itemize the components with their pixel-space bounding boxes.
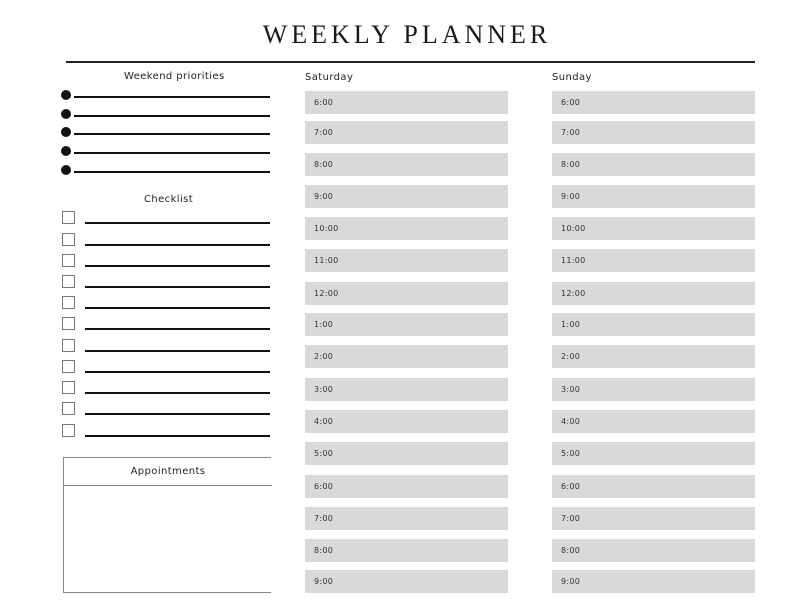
checklist-checkbox[interactable]	[62, 424, 75, 437]
time-label: 10:00	[314, 224, 339, 233]
checklist-checkbox[interactable]	[62, 296, 75, 309]
checklist-line[interactable]	[85, 413, 270, 415]
time-slot[interactable]	[552, 249, 755, 272]
title-divider	[66, 61, 755, 63]
checklist-heading: Checklist	[144, 194, 194, 205]
bullet-dot	[61, 127, 71, 137]
time-label: 6:00	[561, 98, 581, 107]
checklist-checkbox[interactable]	[62, 381, 75, 394]
time-slot[interactable]	[305, 313, 508, 336]
time-label: 2:00	[314, 352, 334, 361]
time-slot[interactable]	[552, 475, 755, 498]
time-slot[interactable]	[552, 410, 755, 433]
time-label: 9:00	[314, 577, 334, 586]
bullet-dot	[61, 165, 71, 175]
time-slot[interactable]	[552, 121, 755, 144]
time-label: 7:00	[561, 128, 581, 137]
time-slot[interactable]	[552, 217, 755, 240]
time-label: 8:00	[561, 546, 581, 555]
time-label: 3:00	[314, 385, 334, 394]
time-label: 6:00	[561, 482, 581, 491]
time-label: 9:00	[561, 577, 581, 586]
priorities-heading: Weekend priorities	[124, 71, 225, 82]
time-slot[interactable]	[552, 507, 755, 530]
checklist-checkbox[interactable]	[62, 317, 75, 330]
time-slot[interactable]	[305, 378, 508, 401]
time-slot[interactable]	[305, 475, 508, 498]
time-slot[interactable]	[305, 91, 508, 114]
time-slot[interactable]	[305, 507, 508, 530]
checklist-checkbox[interactable]	[62, 275, 75, 288]
time-slot[interactable]	[305, 345, 508, 368]
time-slot[interactable]	[305, 217, 508, 240]
time-slot[interactable]	[552, 185, 755, 208]
time-label: 6:00	[314, 482, 334, 491]
time-label: 7:00	[561, 514, 581, 523]
time-slot[interactable]	[305, 249, 508, 272]
appointments-divider	[64, 485, 272, 486]
checklist-line[interactable]	[85, 328, 270, 330]
checklist-line[interactable]	[85, 286, 270, 288]
checklist-line[interactable]	[85, 307, 270, 309]
time-label: 9:00	[561, 192, 581, 201]
checklist-checkbox[interactable]	[62, 254, 75, 267]
day-heading: Saturday	[305, 72, 354, 83]
appointments-box[interactable]	[63, 457, 271, 593]
checklist-line[interactable]	[85, 244, 270, 246]
time-label: 2:00	[561, 352, 581, 361]
appointments-heading: Appointments	[130, 466, 206, 477]
time-label: 8:00	[314, 546, 334, 555]
time-slot[interactable]	[552, 539, 755, 562]
checklist-line[interactable]	[85, 435, 270, 437]
time-label: 8:00	[561, 160, 581, 169]
time-slot[interactable]	[305, 539, 508, 562]
time-label: 11:00	[314, 256, 339, 265]
priority-line[interactable]	[74, 171, 270, 173]
time-label: 12:00	[314, 289, 339, 298]
bullet-dot	[61, 109, 71, 119]
time-label: 1:00	[314, 320, 334, 329]
checklist-line[interactable]	[85, 350, 270, 352]
time-label: 7:00	[314, 514, 334, 523]
time-label: 11:00	[561, 256, 586, 265]
checklist-checkbox[interactable]	[62, 360, 75, 373]
checklist-line[interactable]	[85, 265, 270, 267]
time-label: 7:00	[314, 128, 334, 137]
bullet-dot	[61, 146, 71, 156]
time-label: 4:00	[561, 417, 581, 426]
checklist-checkbox[interactable]	[62, 233, 75, 246]
checklist-line[interactable]	[85, 222, 270, 224]
checklist-line[interactable]	[85, 371, 270, 373]
time-label: 9:00	[314, 192, 334, 201]
time-slot[interactable]	[552, 282, 755, 305]
time-slot[interactable]	[305, 185, 508, 208]
bullet-dot	[61, 90, 71, 100]
checklist-checkbox[interactable]	[62, 339, 75, 352]
time-label: 10:00	[561, 224, 586, 233]
time-label: 4:00	[314, 417, 334, 426]
day-heading: Sunday	[552, 72, 592, 83]
time-label: 5:00	[314, 449, 334, 458]
time-slot[interactable]	[305, 570, 508, 593]
time-slot[interactable]	[305, 442, 508, 465]
time-slot[interactable]	[305, 410, 508, 433]
time-label: 1:00	[561, 320, 581, 329]
checklist-checkbox[interactable]	[62, 211, 75, 224]
checklist-line[interactable]	[85, 392, 270, 394]
priority-line[interactable]	[74, 152, 270, 154]
time-label: 8:00	[314, 160, 334, 169]
page-title: WEEKLY PLANNER	[262, 20, 552, 49]
time-slot[interactable]	[552, 378, 755, 401]
time-slot[interactable]	[552, 442, 755, 465]
checklist-checkbox[interactable]	[62, 402, 75, 415]
time-slot[interactable]	[552, 91, 755, 114]
time-slot[interactable]	[552, 345, 755, 368]
priority-line[interactable]	[74, 115, 270, 117]
time-label: 3:00	[561, 385, 581, 394]
priority-line[interactable]	[74, 96, 270, 98]
time-slot[interactable]	[552, 153, 755, 176]
time-label: 6:00	[314, 98, 334, 107]
time-label: 5:00	[561, 449, 581, 458]
time-slot[interactable]	[305, 121, 508, 144]
time-slot[interactable]	[552, 313, 755, 336]
time-label: 12:00	[561, 289, 586, 298]
time-slot[interactable]	[305, 282, 508, 305]
priority-line[interactable]	[74, 133, 270, 135]
time-slot[interactable]	[305, 153, 508, 176]
time-slot[interactable]	[552, 570, 755, 593]
